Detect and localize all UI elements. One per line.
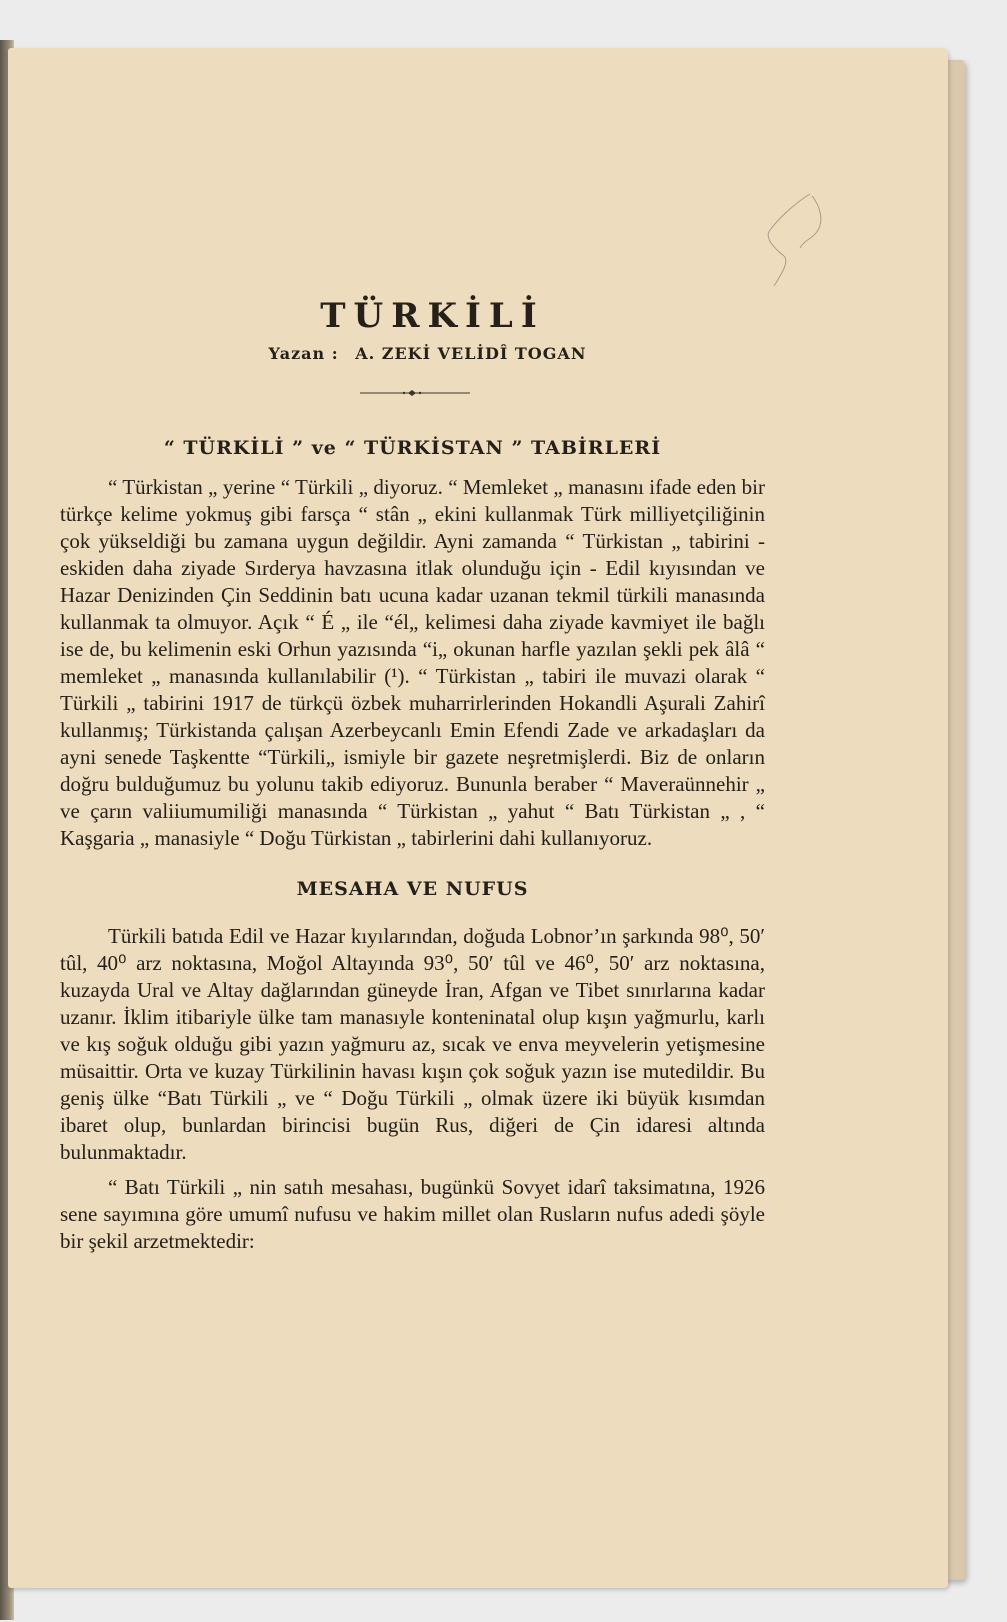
author-prefix: Yazan : xyxy=(268,344,339,363)
paragraph-population: “ Batı Türkili „ nin satıh mesahası, bugünkü Sovyet idarî taksimatına, 1926 sene sayımına göre umumî nufusu ve hakim millet olan Rusların nufus adedi şöyle bir şekil arzetmektedir: xyxy=(60,1175,765,1253)
section-heading-area-population: MESAHA VE NUFUS xyxy=(296,878,529,900)
document-page xyxy=(8,48,948,1588)
author-line xyxy=(90,340,765,367)
title-ornament-divider xyxy=(360,389,470,397)
paragraph-geography: Türkili batıda Edil ve Hazar kıyılarından, doğuda Lobnor’ın şarkında 98⁰, 50′ tûl, 40⁰ arz noktasına, Moğol Altayında 93⁰, 50′ tûl ve 46⁰, 50′ arz noktasına, kuzayda Ural ve Altay dağlarından güneyde İran, Afgan ve Tibet sınırlarına kadar uzanır. İklim itibariyle ülke tam manasıyle konteninatal olup kışın yağmurlu, karlı ve kış soğuk olduğu gibi yazın yağmuru az, sıcak ve enva meyvelerin yetişmesine müsaittir. Orta ve kuzay Türkilinin havası kışın çok soğuk yazın ise mutedildir. Bu geniş ülke “Batı Türkili „ ve “ Doğu Türkili „ olmak üzere iki büyük kısımdan ibaret olup, bunlardan birincisi bugün Rus, diğeri de Çin idaresi altında bulunmaktadır. xyxy=(60,924,765,1164)
pencil-scribble-mark xyxy=(760,190,830,290)
section-heading-terms: “ TÜRKİLİ ” ve “ TÜRKİSTAN ” TABİRLERİ xyxy=(163,437,662,459)
article-body xyxy=(60,296,765,1255)
article-title: TÜRKİLİ xyxy=(320,296,545,336)
author-name: A. ZEKİ VELİDÎ TOGAN xyxy=(355,344,587,363)
paragraph-terms: “ Türkistan „ yerine “ Türkili „ diyoruz. “ Memleket „ manasını ifade eden bir türkçe kelime yokmuş gibi farsça “ stân „ ekini kullanmak Türk milliyetçiliğinin çok yükseldiği bu zamana uygun değildir. Ayni zamanda “ Türkistan „ tabirini - eskiden daha ziyade Sırderya havzasına itlak olunduğu için - Edil kıyısından ve Hazar Denizinden Çin Seddinin batı ucuna kadar uzanan tekmil türkili manasında kullanmak ta olmuyor. Açık “ É „ ile “él„ kelimesi daha ziyade kavmiyet ile bağlı ise de, bu kelimenin eski Orhun yazısında “i„ okunan harfle yazılan şekli pek âlâ “ memleket „ manasında kullanılabilir (¹). “ Türkistan „ tabiri ile muvazi olarak “ Türkili „ tabirini 1917 de türkçü özbek muharrirlerinden Hokandli Aşurali Zahirî kullanmış; Türkistanda çalışan Azerbeycanlı Emin Efendi Zade ve arkadaşları da ayni senede Taşkentte “Türkili„ ismiyle bir gazete neşretmişlerdi. Biz de onların doğru bulduğumuz bu yolunu takib ediyoruz. Bununla beraber “ Maveraünnehir „ ve çarın valiiumumiliği manasında “ Türkistan „ yahut “ Batı Türkistan „ , “ Kaşgaria „ manasiyle “ Doğu Türkistan „ tabirlerini dahi kullanıyoruz. xyxy=(60,475,765,850)
